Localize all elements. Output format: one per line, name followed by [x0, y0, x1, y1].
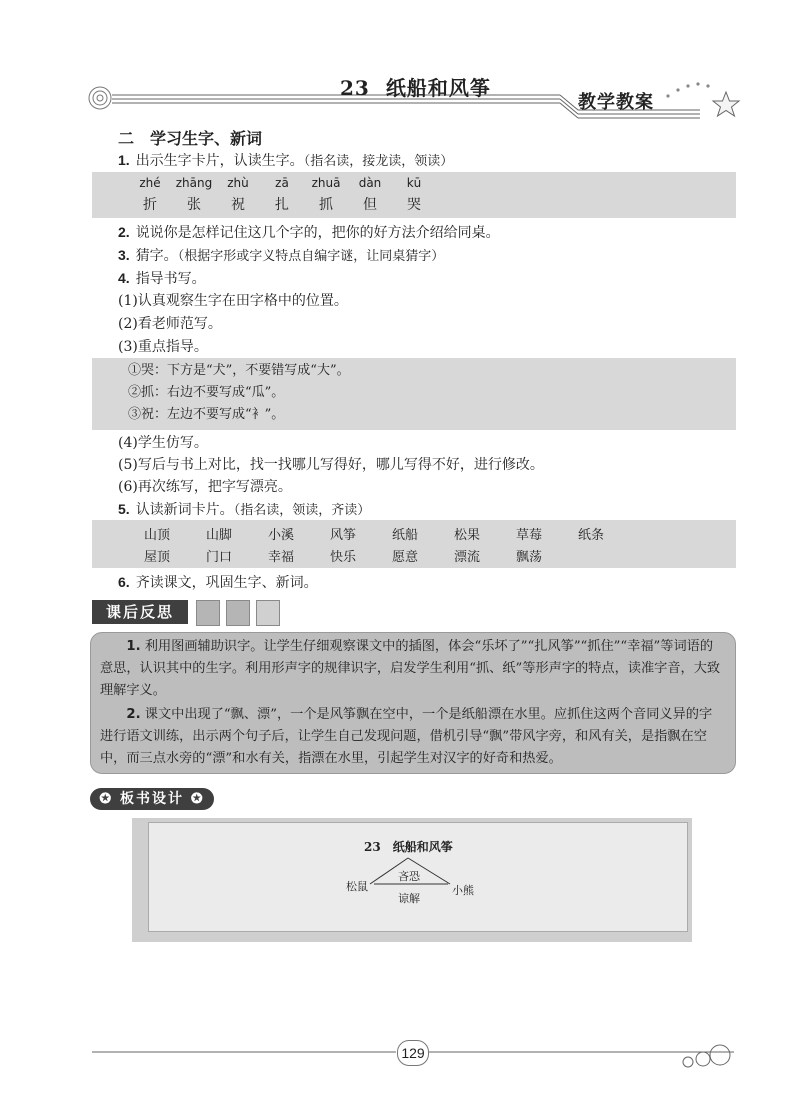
hanzi: 祝	[231, 197, 245, 213]
board-bottom-word: 谅解	[398, 892, 420, 905]
section-title: 二 学习生字、新词	[118, 129, 263, 148]
step-text: 指导书写。	[135, 271, 206, 287]
pinyin: zhù	[227, 176, 249, 190]
hanzi: 张	[187, 197, 201, 213]
step-3	[118, 245, 444, 267]
reflection-label: 课后反思	[92, 600, 188, 624]
step-text: 出示生字卡片，认读生字。	[135, 153, 304, 169]
step-number: 6.	[118, 574, 130, 590]
sub-step-4: (4)学生仿写。	[118, 435, 208, 451]
label-square	[196, 600, 220, 626]
word: 小溪	[267, 528, 294, 543]
word-row	[126, 524, 622, 543]
pinyin: dàn	[358, 176, 382, 190]
paragraph-text: 利用图画辅助识字。让学生仔细观察课文中的插图，体会“乐坏了”“扎风筝”“抓住”“幸福”等词语的意思，认识其中的生字。利用形声字的规律识字，启发学生利用“抓、纸”等形声字的特点，读准字音，大致理解字义。	[100, 639, 721, 698]
sub-step-2: (2)看老师范写。	[118, 316, 222, 332]
board-label-text: 板书设计	[120, 791, 184, 807]
board-title: 23 纸船和风筝	[364, 840, 453, 854]
header-tag: 教学教案	[578, 92, 654, 113]
pinyin: zhāng	[175, 176, 213, 190]
label-square	[256, 600, 280, 626]
step-2	[118, 222, 500, 243]
header-decoration	[0, 0, 800, 130]
pinyin: zhé	[139, 176, 161, 190]
board-top-word: 吝恐	[398, 870, 420, 883]
board-left-node: 松鼠	[346, 880, 368, 893]
board-design-label	[90, 788, 214, 810]
word: 纸条	[577, 528, 604, 543]
spiral-icon	[89, 87, 111, 109]
hanzi-row	[128, 194, 436, 214]
sub-step-3: (3)重点指导。	[118, 339, 208, 355]
step-1	[118, 150, 453, 172]
page-number: 129	[397, 1040, 429, 1066]
step-number: 2.	[118, 224, 130, 240]
step-4	[118, 268, 206, 289]
word-row	[126, 546, 560, 565]
hanzi: 哭	[407, 197, 421, 213]
word: 山脚	[205, 528, 232, 543]
word: 漂流	[453, 550, 480, 565]
label-square	[226, 600, 250, 626]
step-text: 认读新词卡片。	[135, 502, 234, 518]
pinyin: zhuā	[311, 176, 341, 190]
step-note: （指名读，接龙读，领读）	[303, 154, 454, 169]
step-number: 3.	[118, 247, 130, 263]
step-6	[118, 572, 318, 593]
hanzi: 折	[143, 197, 157, 213]
step-note: （根据字形或字义特点自编字谜，让同桌猜字）	[177, 249, 445, 264]
pinyin: zā	[275, 176, 289, 190]
step-text: 说说你是怎样记住这几个字的，把你的好方法介绍给同桌。	[135, 225, 500, 241]
lesson-title	[340, 72, 491, 101]
word: 山顶	[143, 528, 170, 543]
sub-step-6: (6)再次练写，把字写漂亮。	[118, 479, 292, 495]
word: 愿意	[391, 550, 418, 565]
bubbles-icon	[683, 1045, 730, 1067]
hanzi: 扎	[275, 197, 289, 213]
word: 松果	[453, 528, 480, 543]
word: 草莓	[515, 528, 542, 543]
sub-step-1: (1)认真观察生字在田字格中的位置。	[118, 293, 348, 309]
board-right-node: 小熊	[452, 884, 474, 897]
pinyin-row	[128, 176, 436, 190]
paragraph-number: 1.	[126, 639, 141, 654]
paragraph-number: 2.	[126, 707, 141, 722]
reflection-paragraph	[100, 704, 724, 770]
lesson-name: 纸船和风筝	[385, 76, 491, 100]
step-text: 齐读课文，巩固生字、新词。	[135, 575, 318, 591]
paragraph-text: 课文中出现了“飘、漂”，一个是风筝飘在空中，一个是纸船漂在水里。应抓住这两个音同义异的字进行语文训练，出示两个句子后，让学生自己发现问题，借机引导“飘”带风字旁，和风有关，是指飘在空中，而三点水旁的“漂”和水有关，指漂在水里，引起学生对汉字的好奇和热爱。	[100, 707, 713, 766]
step-note: （指名读，领读，齐读）	[233, 503, 371, 518]
step-text: 猜字。	[135, 248, 178, 264]
word: 屋顶	[143, 550, 170, 565]
word: 幸福	[267, 550, 294, 565]
step-number: 1.	[118, 152, 130, 168]
hanzi: 抓	[319, 197, 333, 213]
writing-tip: ①哭：下方是“犬”，不要错写成“大”。	[128, 363, 350, 378]
writing-tip: ③祝：左边不要写成“衤”。	[128, 407, 285, 422]
word: 门口	[205, 550, 232, 565]
word: 飘荡	[515, 550, 542, 565]
writing-tip: ②抓：右边不要写成“瓜”。	[128, 385, 285, 400]
word: 快乐	[329, 550, 356, 565]
word: 风筝	[329, 528, 356, 543]
step-number: 4.	[118, 270, 130, 286]
reflection-paragraph	[100, 636, 724, 702]
hanzi: 但	[363, 197, 377, 213]
step-number: 5.	[118, 501, 130, 517]
star-dots-icon	[666, 82, 709, 97]
star-icon: ✪	[190, 791, 205, 807]
pinyin: kū	[406, 176, 422, 190]
lesson-number: 23	[340, 76, 370, 100]
sub-step-5: (5)写后与书上对比，找一找哪儿写得好，哪儿写得不好，进行修改。	[118, 457, 544, 473]
star-icon	[713, 92, 739, 116]
star-icon: ✪	[99, 791, 114, 807]
step-5	[118, 499, 370, 521]
word: 纸船	[391, 528, 418, 543]
